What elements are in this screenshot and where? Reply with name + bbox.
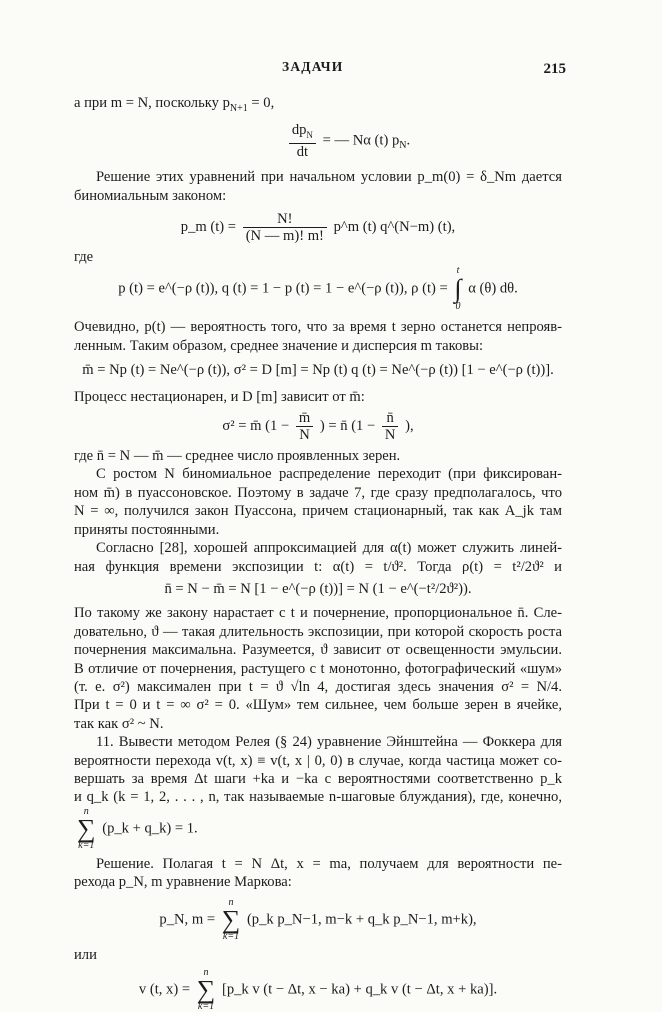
equation-sigma: σ² = m̄ (1 − $\frac{m̄}{N}$ ) = n̄ (1 − $\frac{n̄}{N}$ ),	[222, 410, 414, 444]
text-line: Очевидно, p(t) — вероятность того, что за время t зерно останется непрояв-	[74, 319, 562, 336]
text-line: и q_k (k = 1, 2, . . . , n, так называемые n-шаговые блуждания), где, конечно,	[74, 789, 562, 806]
text-line: ная функция времени экспозиции t: α(t) = t/ϑ². Тогда ρ(t) = t²/2ϑ² и	[74, 558, 562, 575]
text-line: биномиальным законом:	[74, 187, 227, 204]
text-line: ленным. Таким образом, среднее значение и дисперсия m таковы:	[74, 337, 484, 354]
text-line: N = ∞, получился закон Пуассона, причем стационарный, так как A_jk там	[74, 503, 562, 520]
equation-dpn-dt: $\frac{dp_N}{dt}$ = — Nα (t) $p_N$.	[74, 122, 562, 160]
equation-mean-variance: m̄ = Np (t) = Ne^(−ρ (t)), σ² = D [m] = Np (t) q (t) = Ne^(−ρ (t)) [1 − e^(−ρ (t))].	[82, 362, 554, 379]
page-number: 215	[543, 61, 566, 77]
equation-binomial: p_m (t) = $\frac{N!}{(N — m)! m!}$ p^m (t) q^(N−m) (t),	[180, 211, 456, 245]
text-line: вероятности перехода v(t, x) ≡ v(t, x | 0, 0) в случае, когда частица может со-	[74, 752, 562, 769]
text-line: Согласно [28], хорошей аппроксимацией для α(t) может служить линей-	[96, 540, 562, 557]
text-line: почернения максимальна. Разумеется, ϑ зависит от освещенности эмульсии.	[74, 642, 562, 659]
text-line: где n̄ = N — m̄ — среднее число проявленных зерен.	[74, 448, 401, 465]
page-body	[74, 94, 562, 1012]
text-line: В отличие от почернения, растущего с t монотонно, фотографический «шум»	[74, 660, 562, 677]
equation-n-bar: n̄ = N − m̄ = N [1 − e^(−ρ (t))] = N (1 − e^(−t²/2ϑ²)).	[164, 580, 472, 597]
solution-text-line: Решение. Полагая t = N Δt, x = ma, получаем для вероятности пе-	[96, 855, 562, 872]
text-line: довательно, ϑ — такая длительность экспозиции, при которой скорость роста	[74, 623, 562, 640]
equation-p-q-rho: p (t) = e^(−ρ (t)), q (t) = 1 − p (t) = 1 − e^(−ρ (t)), ρ (t) = t ∫ 0 α (θ) dθ.	[118, 265, 518, 313]
equation-v-t-x: v (t, x) = n ∑ k=1 [p_k v (t − Δt, x − ka) + q_k v (t − Δt, x + ka)].	[138, 967, 498, 1012]
text-line: ном m̄) в пуассоновское. Поэтому в задаче 7, где сразу предполагалось, что	[74, 484, 562, 501]
text-line: так как σ² ~ N.	[74, 715, 164, 732]
running-title: ЗАДАЧИ	[282, 59, 344, 74]
text-line: При t = 0 и t = ∞ σ² = 0. «Шум» тем сильнее, чем больше зерен в ячейке,	[74, 697, 562, 714]
text-line: По такому же закону нарастает с t и почернение, пропорциональное n̄. Сле-	[74, 605, 562, 622]
problem-11-heading: 11. Вывести методом Релея (§ 24) уравнение Эйнштейна — Фоккера для	[96, 734, 562, 751]
text-line: а при m = N, поскольку $p_{N+1} = 0$,	[74, 95, 275, 114]
text-line: приняты постоянными.	[74, 521, 220, 538]
text-line: вершать за время Δt шаги +ka и −ka с вероятностями соответственно p_k	[74, 770, 562, 787]
text-line: С ростом N биномиальное распределение переходит (при фиксирован-	[96, 466, 562, 483]
text-line: рехода p_N, m уравнение Маркова:	[74, 874, 292, 891]
page-header	[0, 58, 662, 78]
text-line: (т. е. σ²) максимален при t = ϑ √ln 4, достигая здесь значения σ² = N/4.	[74, 678, 562, 695]
text-line: Процесс нестационарен, и D [m] зависит от m̄:	[74, 388, 365, 405]
equation-sum-normalization: n ∑ k=1 (p_k + q_k) = 1.	[77, 805, 198, 851]
equation-markov: p_N, m = n ∑ k=1 (p_k p_N−1, m−k + q_k p_N−1, m+k),	[159, 896, 477, 942]
text-line: где	[74, 249, 94, 266]
text-line: или	[74, 946, 97, 963]
text-line: Решение этих уравнений при начальном условии p_m(0) = δ_Nm дается	[96, 169, 562, 186]
